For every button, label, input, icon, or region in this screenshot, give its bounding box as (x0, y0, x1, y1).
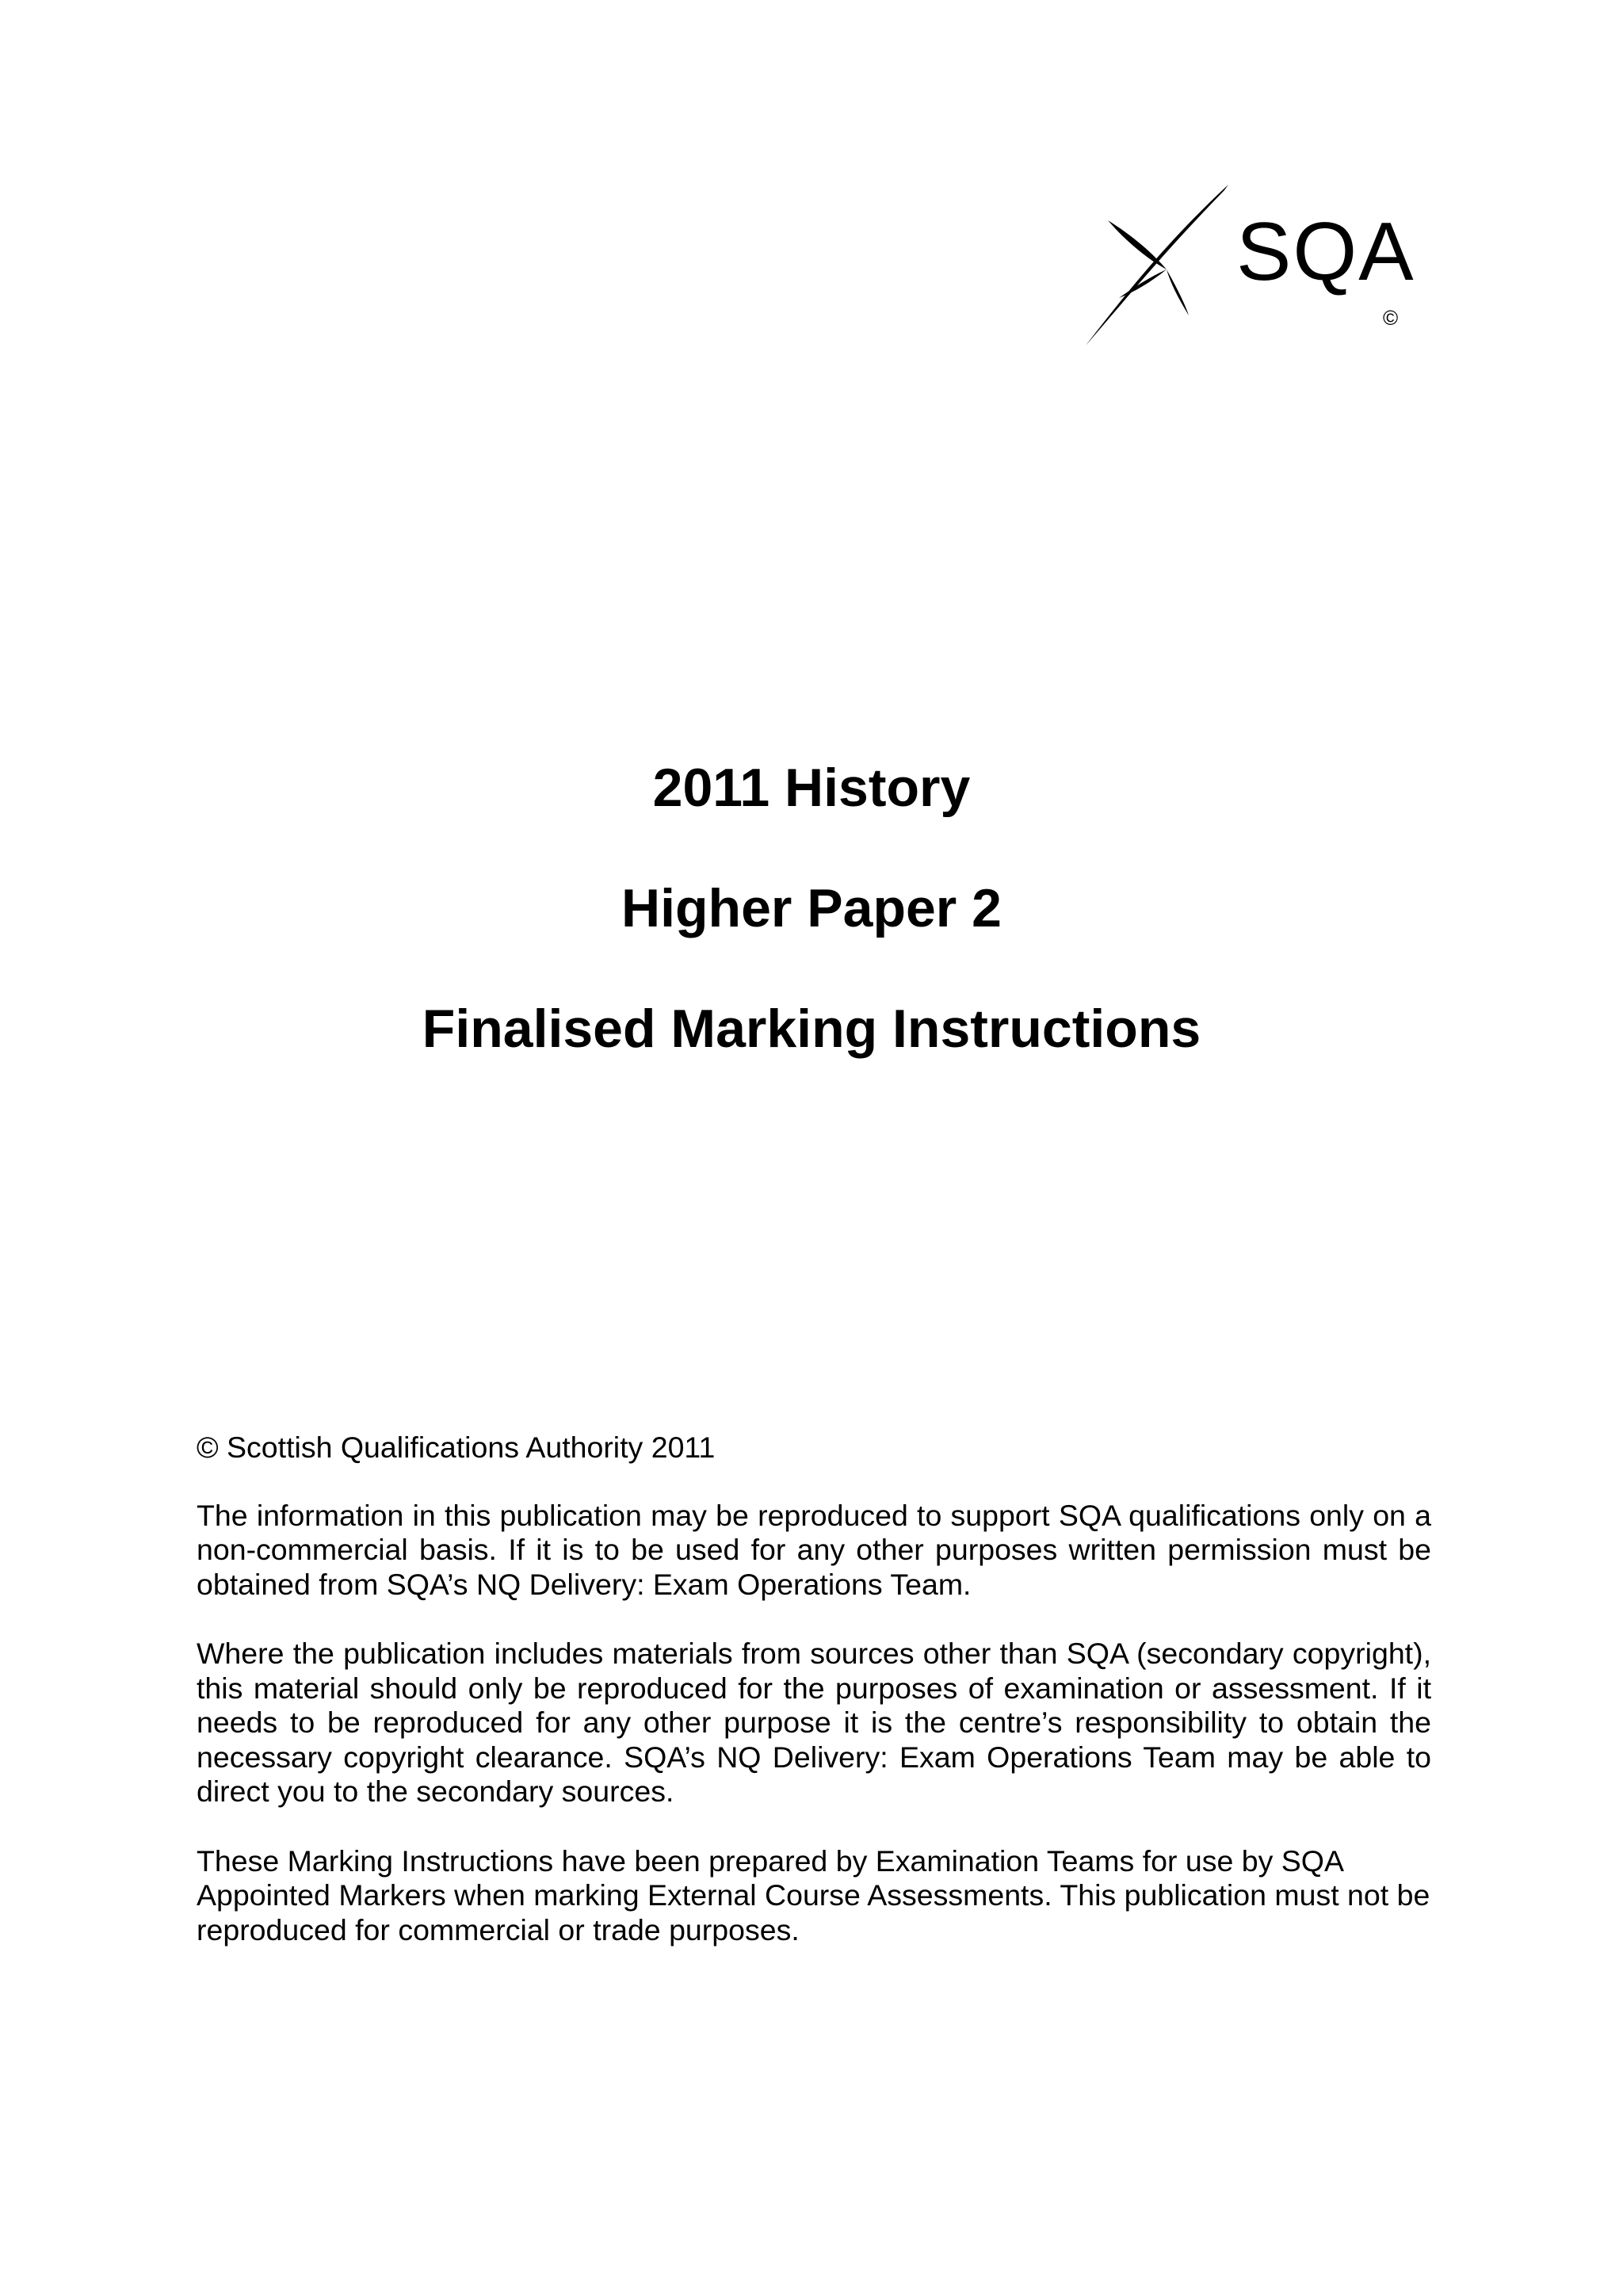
document-title (0, 758, 1623, 1059)
title-year-subject: 2011 History (652, 758, 971, 818)
sqa-logo (1078, 181, 1415, 355)
title-document-type: Finalised Marking Instructions (422, 999, 1201, 1059)
copyright-line: © Scottish Qualifications Authority 2011 (197, 1431, 716, 1464)
secondary-copyright-paragraph: Where the publication includes materials from sources other than SQA (secondary copyright), this material should only be reproduced for the purposes of examination or assessment. If it needs to be reproduced for any other purpose it is the centre’s responsibility to obtain the necessary copyright clearance. SQA’s NQ Delivery: Exam Operations Team may be able to direct you to the secondary sources. (197, 1637, 1431, 1808)
copyright-notice (197, 1431, 1431, 1982)
marking-instructions-paragraph: These Marking Instructions have been prepared by Examination Teams for use by SQA Appointed Markers when marking External Course Assessments. This publication must not be reproduced for commercial or trade purposes. (197, 1843, 1430, 1946)
sqa-wordmark: SQA (1236, 206, 1415, 298)
reproduction-paragraph: The information in this publication may be reproduced to support SQA qualifications only on a non-commercial basis. If it is to be used for any other purposes written permission must be obtained from SQA’s NQ Delivery: Exam Operations Team. (197, 1498, 1431, 1601)
sqa-saltire-star-icon (1078, 181, 1236, 355)
title-paper: Higher Paper 2 (621, 878, 1002, 938)
logo-copyright-symbol: © (1383, 306, 1399, 330)
